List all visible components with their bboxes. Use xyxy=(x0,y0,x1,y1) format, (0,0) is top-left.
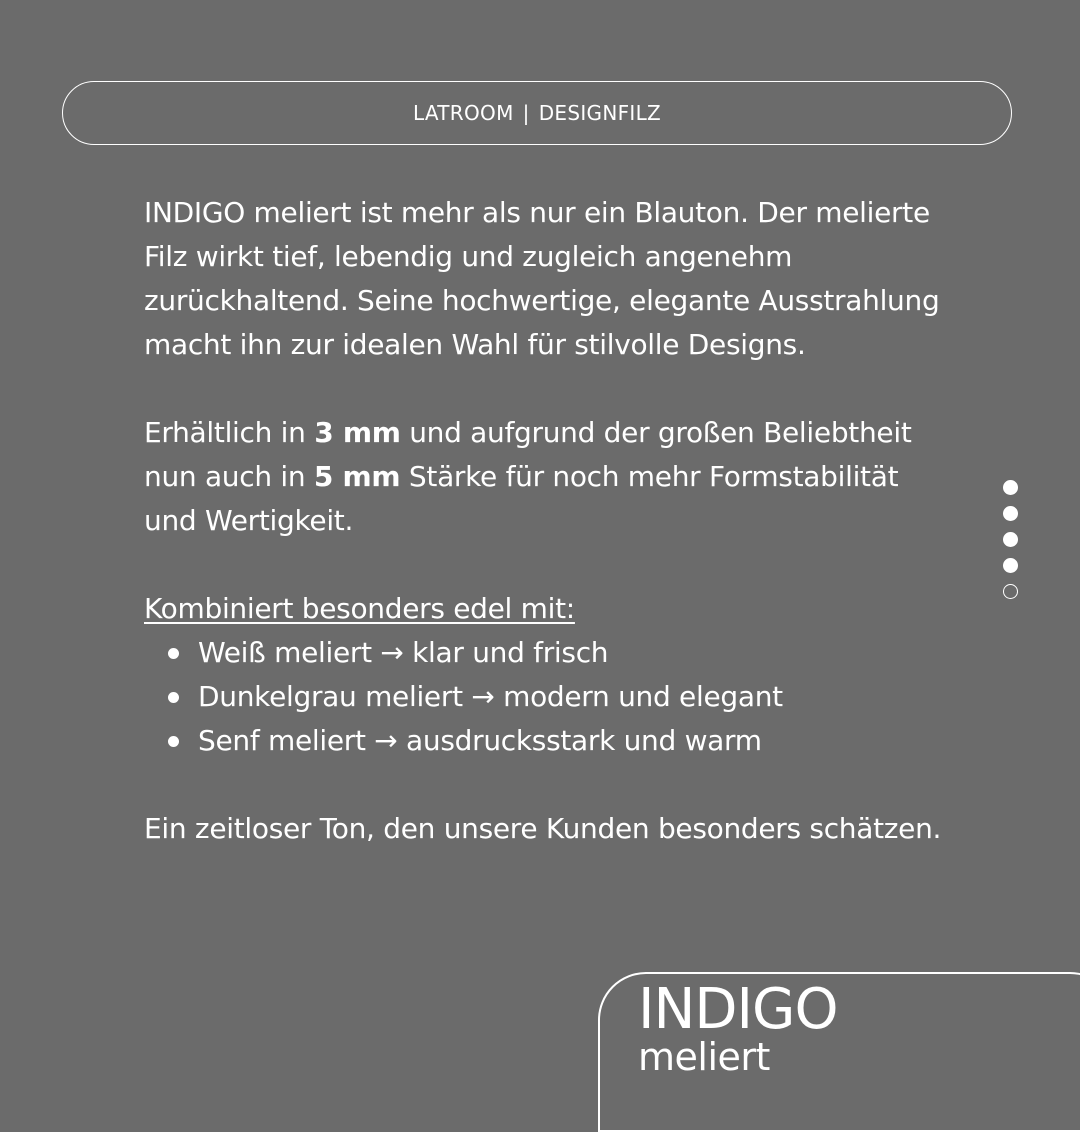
slide-pager xyxy=(1003,480,1018,599)
closing-paragraph: Ein zeitloser Ton, den unsere Kunden besonders schätzen. xyxy=(144,812,942,845)
thickness-3mm: 3 mm xyxy=(314,416,401,449)
pager-dot-1[interactable] xyxy=(1003,480,1018,495)
intro-paragraph: INDIGO meliert ist mehr als nur ein Blauton. Der melierte Filz wirkt tief, lebendig und zugleich angenehm zurückhaltend. Seine hochwertige, elegante Ausstrahlung macht ihn zur idealen Wahl für stilvolle Designs. xyxy=(144,196,940,361)
availability-paragraph xyxy=(144,411,944,543)
pager-dot-3[interactable] xyxy=(1003,532,1018,547)
bullet-icon xyxy=(168,648,179,659)
section-name: DESIGNFILZ xyxy=(538,101,662,125)
header-title xyxy=(413,101,661,125)
list-item-text: Dunkelgrau meliert → modern und elegant xyxy=(198,680,783,713)
pager-dot-4[interactable] xyxy=(1003,558,1018,573)
header-pill xyxy=(62,81,1012,145)
combinations-list xyxy=(144,631,944,763)
product-title: INDIGO xyxy=(638,977,838,1042)
list-item xyxy=(144,719,944,763)
product-subtitle: meliert xyxy=(638,1035,770,1079)
header-separator: | xyxy=(522,101,530,125)
bullet-icon xyxy=(168,692,179,703)
pager-dot-5[interactable] xyxy=(1003,584,1018,599)
availability-text-1: Erhältlich in xyxy=(144,416,315,449)
list-item-text: Weiß meliert → klar und frisch xyxy=(198,636,609,669)
combinations-heading: Kombiniert besonders edel mit: xyxy=(144,592,575,625)
availability-text-3: Stärke für noch mehr Formstabilität und Wertigkeit. xyxy=(144,460,899,537)
bullet-icon xyxy=(168,736,179,747)
availability-text-2: und aufgrund der großen Beliebtheit nun auch in xyxy=(144,416,912,493)
list-item-text: Senf meliert → ausdrucksstark und warm xyxy=(198,724,762,757)
list-item xyxy=(144,631,944,675)
thickness-5mm: 5 mm xyxy=(313,460,401,493)
description-body xyxy=(144,191,944,851)
brand-name: LATROOM xyxy=(412,101,514,125)
list-item xyxy=(144,675,944,719)
pager-dot-2[interactable] xyxy=(1003,506,1018,521)
